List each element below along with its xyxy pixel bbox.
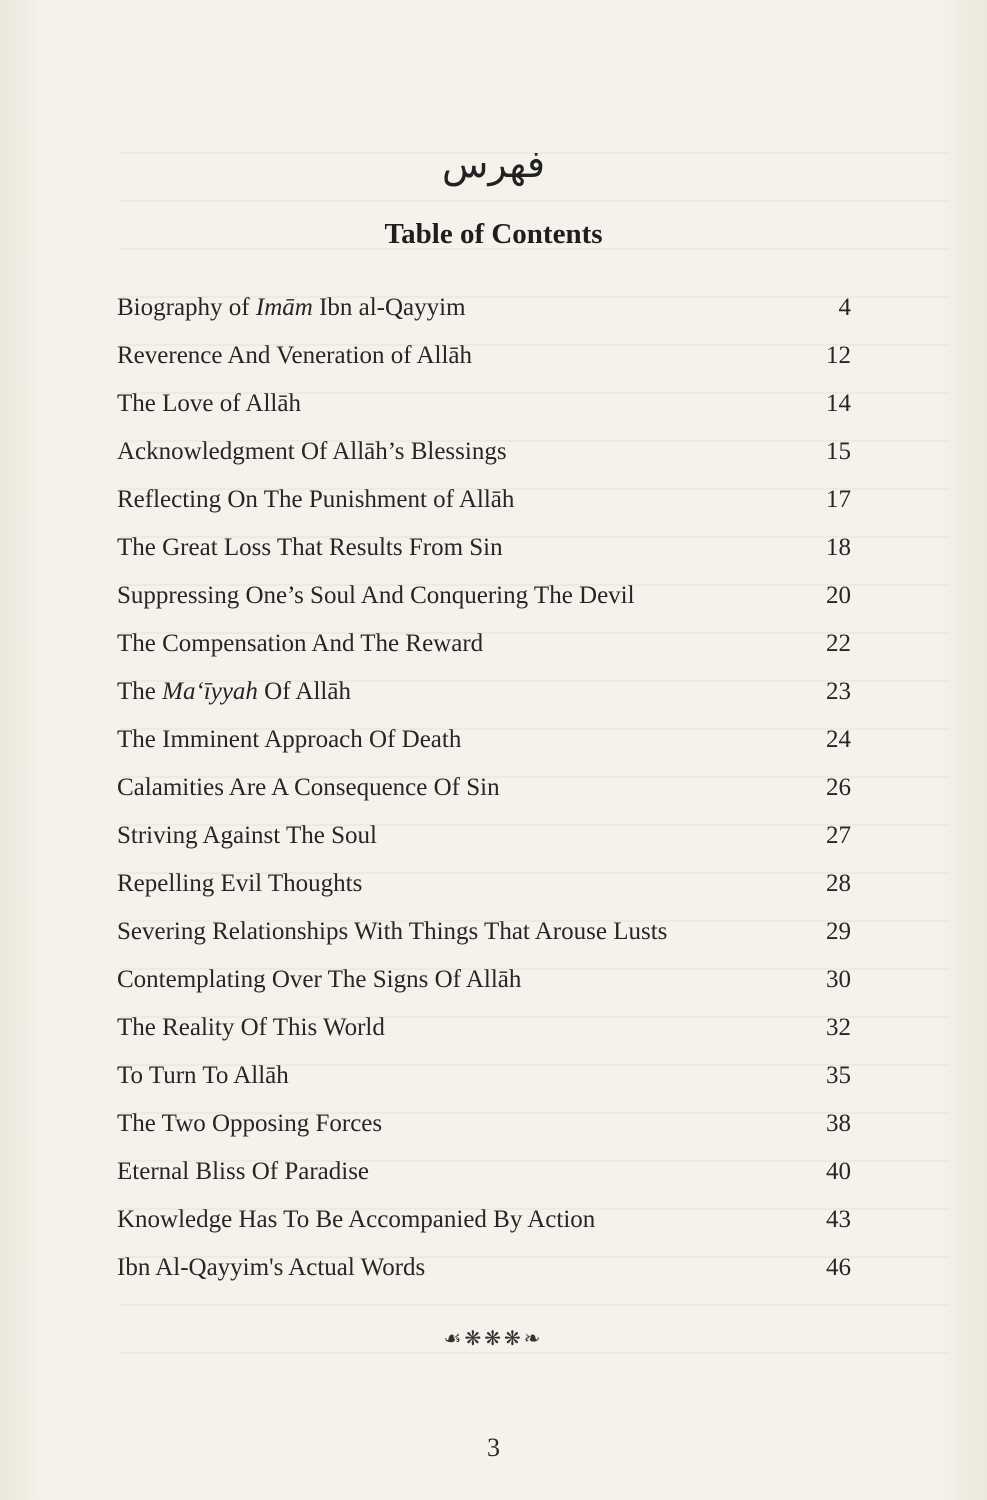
toc-entry [117,380,851,428]
toc-entry [117,620,851,668]
toc-entry-title-text: Biography of [117,294,256,321]
toc-entry-title [117,956,791,1004]
toc-entry-title [117,1052,791,1100]
toc-entry [117,764,851,812]
toc-entry-title-text: To Turn To Allāh [117,1062,289,1089]
toc-entry [117,332,851,380]
toc-entry [117,908,851,956]
toc-entry-title-text-end: Of Allāh [257,678,351,705]
toc-entry-title [117,1004,791,1052]
toc-entry-page-number: 40 [826,1158,851,1185]
toc-entry [117,716,851,764]
toc-entry-title-text: The [117,678,163,705]
toc-entry [117,860,851,908]
toc-entry-title [117,812,791,860]
toc-entry [117,428,851,476]
toc-entry-title-text: The Reality Of This World [117,1014,385,1041]
toc-entry-page-number: 27 [826,822,851,849]
toc-entry-title [117,1244,791,1292]
toc-entry-title [117,380,791,428]
toc-entry-page-number: 15 [826,438,851,465]
page-title: Table of Contents [384,218,603,250]
toc-entry [117,572,851,620]
toc-entry-title-text: The Love of Allāh [117,390,301,417]
toc-entry-title-text: The Imminent Approach Of Death [117,726,462,753]
toc-entry-page-number: 43 [826,1206,851,1233]
toc-entry-title-text: The Two Opposing Forces [117,1110,383,1137]
toc-entry-title [117,860,791,908]
toc-entry-page-number: 4 [838,294,851,321]
toc-entry [117,524,851,572]
toc-entry-page-number: 29 [826,918,851,945]
toc-entry-page-number: 32 [826,1014,851,1041]
toc-entry-title-text: Suppressing One’s Soul And Conquering The Devil [117,582,635,609]
toc-entry-title-text-end: Ibn al-Qayyim [312,294,466,321]
toc-entry-title-text: Reverence And Veneration of Allāh [117,342,472,369]
page-number: 3 [487,1433,500,1462]
toc-entry-page-number: 35 [826,1062,851,1089]
toc-entry-page-number: 22 [826,630,851,657]
toc-entry [117,956,851,1004]
toc-entry [117,668,851,716]
toc-entry-page-number: 18 [826,534,851,561]
toc-entry-title-italic: Imām [255,294,313,321]
decorative-divider: ☙❋❋❋❧ [443,1326,544,1350]
toc-entry-title-text: Calamities Are A Consequence Of Sin [117,774,500,801]
toc-entry-title [117,284,791,332]
toc-entry-title-text: The Compensation And The Reward [117,630,484,657]
toc-entry-title [117,1100,791,1148]
toc-entry-title [117,620,791,668]
toc-entry-title [117,428,791,476]
toc-entry-title-text: Severing Relationships With Things That Arouse Lusts [117,918,668,945]
toc-entry [117,1052,851,1100]
toc-entry-page-number: 26 [826,774,851,801]
toc-entry-title [117,572,791,620]
toc-entry-page-number: 30 [826,966,851,993]
toc-entry-title [117,476,791,524]
toc-entry-page-number: 23 [826,678,851,705]
toc-entry-title-text: Repelling Evil Thoughts [117,870,363,897]
toc-entry-page-number: 46 [826,1254,851,1281]
toc-entry-title-text: Ibn Al-Qayyim's Actual Words [117,1254,426,1281]
toc-entry-title-text: Knowledge Has To Be Accompanied By Action [117,1206,596,1233]
toc-entry [117,476,851,524]
toc-entry [117,1148,851,1196]
table-of-contents [117,284,851,1292]
toc-entry [117,1004,851,1052]
toc-entry-title [117,524,791,572]
toc-entry [117,812,851,860]
toc-entry-page-number: 14 [826,390,851,417]
toc-entry-title-text: Contemplating Over The Signs Of Allāh [117,966,522,993]
toc-entry-page-number: 28 [826,870,851,897]
toc-entry-page-number: 24 [826,726,851,753]
toc-entry-title-text: Eternal Bliss Of Paradise [117,1158,370,1185]
toc-entry-title-text: Striving Against The Soul [117,822,377,849]
toc-entry-title-text: Reflecting On The Punishment of Allāh [117,486,515,513]
toc-entry-title-text: The Great Loss That Results From Sin [117,534,503,561]
toc-entry-title [117,1148,791,1196]
toc-entry-page-number: 20 [826,582,851,609]
toc-entry-title [117,1196,791,1244]
toc-entry-title [117,668,791,716]
toc-entry-title [117,908,791,956]
toc-entry [117,1100,851,1148]
toc-entry [117,284,851,332]
arabic-calligraphy-heading: فهرس [441,142,546,186]
toc-entry-title [117,332,791,380]
toc-entry-title-text: Acknowledgment Of Allāh’s Blessings [117,438,507,465]
toc-entry [117,1244,851,1292]
toc-entry-page-number: 17 [826,486,851,513]
toc-entry-title [117,764,791,812]
toc-entry-title [117,716,791,764]
toc-entry-page-number: 38 [826,1110,851,1137]
toc-entry [117,1196,851,1244]
toc-entry-page-number: 12 [826,342,851,369]
toc-entry-title-italic: Ma‘īyyah [162,678,258,705]
